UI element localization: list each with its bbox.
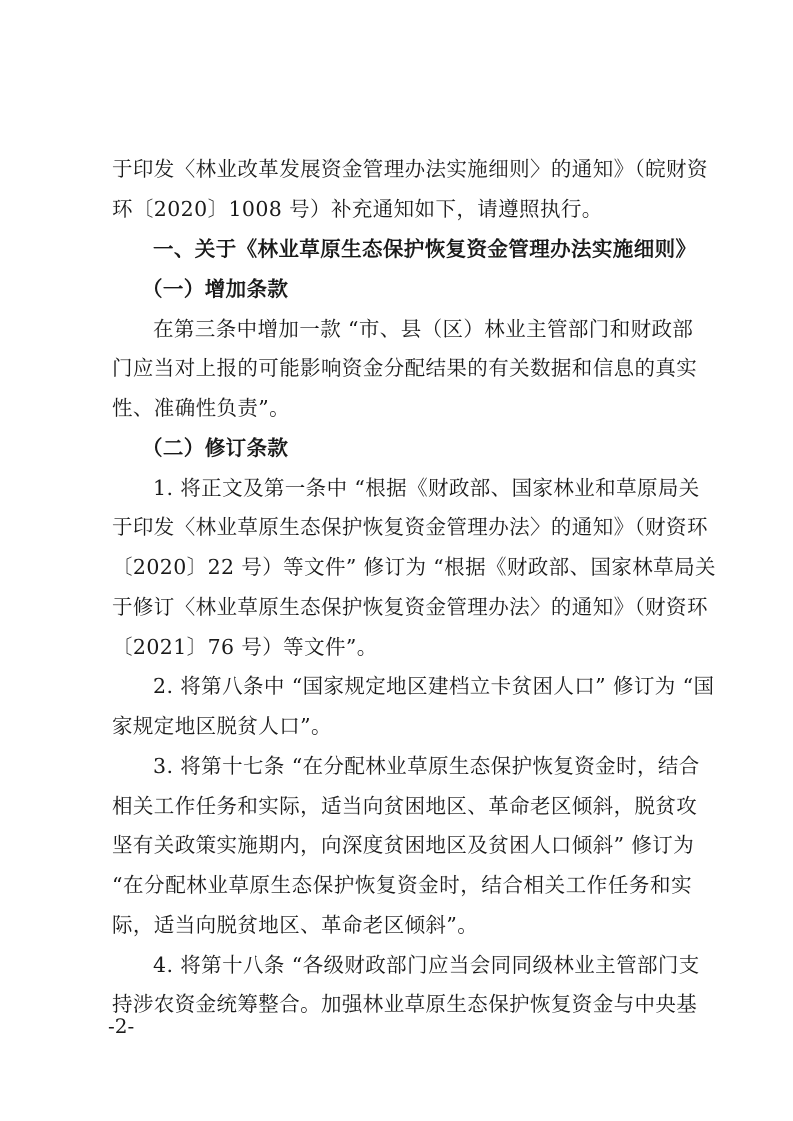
body-text-line: 〔2020〕22 号）等文件” 修订为 “根据《财政部、国家林草局关 [112,555,716,579]
body-text-line: 1. 将正文及第一条中 “根据《财政部、国家林业和草原局关 [153,476,700,500]
body-text-line: 门应当对上报的可能影响资金分配结果的有关数据和信息的真实 [112,356,698,380]
body-text-line: 性、准确性负责”。 [112,396,291,420]
body-text-line: 4. 将第十八条 “各级财政部门应当会同同级林业主管部门支 [153,953,700,977]
body-text-line: 在第三条中增加一款 “市、县（区）林业主管部门和财政部 [153,317,694,341]
body-text-line: 3. 将第十七条 “在分配林业草原生态保护恢复资金时，结合 [153,754,700,778]
body-text-line: 环〔2020〕1008 号）补充通知如下，请遵照执行。 [112,197,603,221]
subsection-heading-add: （一）增加条款 [142,277,289,301]
body-text-line: 于修订〈林业草原生态保护恢复资金管理办法〉的通知》（财资环 [112,595,708,619]
body-text-line: 〔2021〕76 号）等文件”。 [112,635,378,659]
body-text-line: 家规定地区脱贫人口”。 [112,714,332,738]
section-heading: 一、关于《林业草原生态保护恢复资金管理办法实施细则》 [153,237,697,261]
page-number: -2- [108,1014,135,1038]
body-text-line: 于印发〈林业草原生态保护恢复资金管理办法〉的通知》（财资环 [112,515,708,539]
body-text-line: “在分配林业草原生态保护恢复资金时，结合相关工作任务和实 [112,873,692,897]
body-text-line: 相关工作任务和实际，适当向贫困地区、革命老区倾斜，脱贫攻 [112,794,698,818]
body-text-line: 坚有关政策实施期内，向深度贫困地区及贫困人口倾斜” 修订为 [112,833,695,857]
body-text-line: 2. 将第八条中 “国家规定地区建档立卡贫困人口” 修订为 “国 [153,674,715,698]
subsection-heading-revise: （二）修订条款 [142,436,289,460]
body-text-line: 际，适当向脱贫地区、革命老区倾斜”。 [112,913,479,937]
body-text-line: 于印发〈林业改革发展资金管理办法实施细则〉的通知》（皖财资 [112,157,708,181]
body-text-line: 持涉农资金统筹整合。加强林业草原生态保护恢复资金与中央基 [112,992,698,1016]
